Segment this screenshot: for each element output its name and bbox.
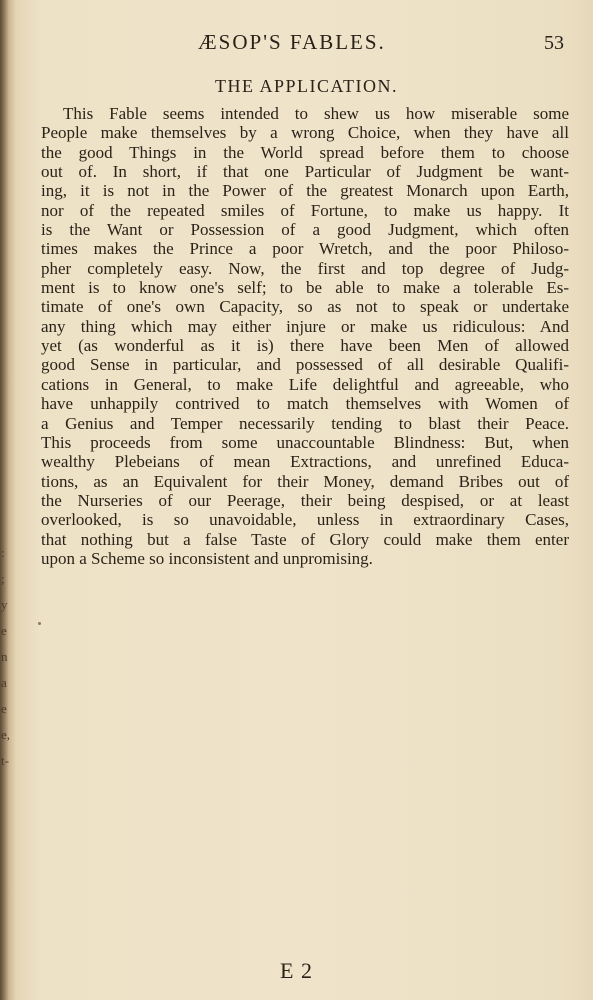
text-line: the good Things in the World spread before them to choose <box>41 142 569 162</box>
gutter-bleed-through <box>0 540 14 900</box>
text-line: times makes the Prince a poor Wretch, and the poor Philoso- <box>41 239 569 259</box>
text-line: any thing which may either injure or make us ridiculous: And <box>41 316 569 336</box>
running-head-title: ÆSOP'S FABLES. <box>198 30 386 54</box>
body-paragraph <box>41 104 569 568</box>
gutter-fragment: t- <box>1 753 9 768</box>
text-line: pher completely easy. Now, the first and top degree of Judg- <box>41 258 569 278</box>
text-line: overlooked, is so unavoidable, unless in extraordinary Cases, <box>41 510 569 530</box>
gutter-fragment: e <box>1 623 7 638</box>
text-line: cations in General, to make Life delightful and agreeable, who <box>41 374 569 394</box>
section-title: THE APPLICATION. <box>214 76 398 96</box>
text-line: that nothing but a false Taste of Glory could make them enter <box>41 529 569 549</box>
text-line: ing, it is not in the Power of the greatest Monarch upon Earth, <box>41 181 569 201</box>
text-line: People make themselves by a wrong Choice, when they have all <box>41 123 569 143</box>
text-line: good Sense in particular, and possessed of all desirable Qualifi- <box>41 355 569 375</box>
text-line: yet (as wonderful as it is) there have been Men of allowed <box>41 336 569 356</box>
signature-mark: E 2 <box>280 958 313 983</box>
paper-speck <box>38 622 41 625</box>
text-line: have unhappily contrived to match themselves with Women of <box>41 394 569 414</box>
running-head <box>0 30 593 56</box>
text-line: a Genius and Temper necessarily tending to blast their Peace. <box>41 413 569 433</box>
page-number: 53 <box>544 32 564 54</box>
gutter-fragment: e <box>1 701 7 716</box>
text-line: timate of one's own Capacity, so as not to speak or undertake <box>41 297 569 317</box>
gutter-fragment: y <box>1 597 8 612</box>
text-line: nor of the repeated smiles of Fortune, to make us happy. It <box>41 200 569 220</box>
gutter-fragment: : <box>1 545 5 560</box>
gutter-fragment: ; <box>1 571 5 586</box>
text-line: is the Want or Possession of a good Judgment, which often <box>41 220 569 240</box>
text-line: This proceeds from some unaccountable Blindness: But, when <box>41 432 569 452</box>
text-line: out of. In short, if that one Particular of Judgment be want- <box>41 162 569 182</box>
text-line: wealthy Plebeians of mean Extractions, and unrefined Educa- <box>41 452 569 472</box>
text-line: upon a Scheme so inconsistent and unpromising. <box>41 548 373 568</box>
gutter-fragment: a <box>1 675 7 690</box>
text-line: tions, as an Equivalent for their Money, demand Bribes out of <box>41 471 569 491</box>
text-line: ment is to know one's self; to be able to make a tolerable Es- <box>41 278 569 298</box>
text-line: the Nurseries of our Peerage, their being despised, or at least <box>41 490 569 510</box>
gutter-fragment: n <box>1 649 8 664</box>
text-line: This Fable seems intended to shew us how miserable some <box>63 104 569 123</box>
gutter-fragment: e, <box>1 727 11 742</box>
